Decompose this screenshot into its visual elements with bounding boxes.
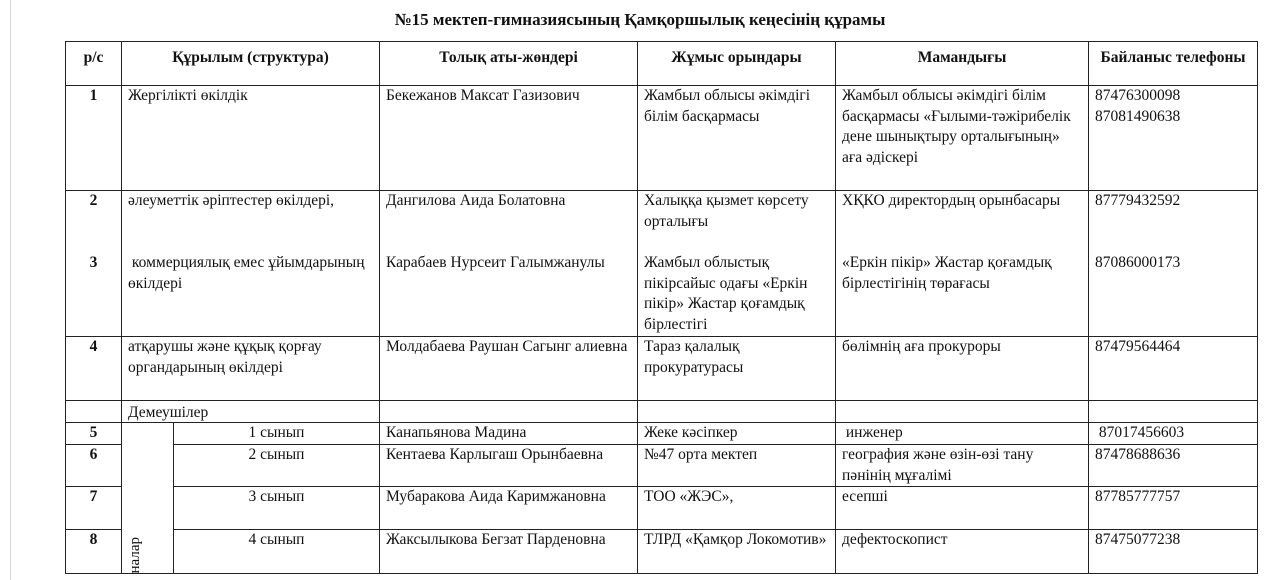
row-workplace: Жамбыл облысы әкімдігі білім басқармасы	[638, 86, 836, 191]
row-specialty: инженер	[836, 423, 1089, 445]
header-row	[66, 42, 1258, 86]
row-name: Жаксылыкова Бегзат Парденовна	[380, 530, 638, 574]
row-num: 5	[66, 423, 122, 445]
row-specialty-group	[836, 191, 1089, 337]
row-name: Дангилова Аида Болатовна	[386, 192, 566, 209]
row-phone-group	[1089, 191, 1258, 337]
header-phone: Байланыс телефоны	[1089, 42, 1258, 86]
row-class: 1 сынып	[174, 423, 380, 445]
header-name: Толық аты-жөндері	[380, 42, 638, 86]
row-name: Бекежанов Максат Газизович	[380, 86, 638, 191]
table-row	[66, 423, 1258, 445]
row-specialty: дефектоскопист	[836, 530, 1089, 574]
row-phone: 87785777757	[1089, 487, 1258, 530]
page-edge-line	[10, 0, 11, 580]
row-phone: 87478688636	[1089, 445, 1258, 487]
row-num: 6	[66, 445, 122, 487]
row-specialty: ХҚКО директордың орынбасары	[842, 192, 1061, 209]
row-structure: әлеуметтік әріптестер өкілдері,	[128, 192, 335, 209]
row-workplace: Халыққа қызмет көрсету орталығы	[644, 192, 809, 230]
row-num: 8	[66, 530, 122, 574]
row-phone: 87086000173	[1095, 254, 1181, 271]
row-name: Мубаракова Аида Каримжановна	[380, 487, 638, 530]
row-workplace: ТОО «ЖЭС»,	[638, 487, 836, 530]
sponsors-label: Демеушілер	[122, 401, 380, 423]
row-phone: 87017456603	[1089, 423, 1258, 445]
row-name-group	[380, 191, 638, 337]
row-num-group	[66, 191, 122, 337]
row-workplace: Жамбыл облыстық пікірсайыс одағы «Еркін пікір» Жастар қоғамдық бірлестігі	[644, 254, 808, 333]
row-phone: 87475077238	[1089, 530, 1258, 574]
sponsors-vertical-label: налар	[127, 536, 143, 573]
row-class: 3 сынып	[174, 487, 380, 530]
table-row	[66, 530, 1258, 574]
row-num: 4	[66, 337, 122, 401]
table-row	[66, 487, 1258, 530]
table-row	[66, 191, 1258, 337]
row-phone: 87479564464	[1089, 337, 1258, 401]
row-workplace: Тараз қалалық прокуратурасы	[638, 337, 836, 401]
table-row	[66, 445, 1258, 487]
row-class: 2 сынып	[174, 445, 380, 487]
row-class: 4 сынып	[174, 530, 380, 574]
row-num: 2	[89, 192, 98, 209]
row-structure: Жергілікті өкілдік	[122, 86, 380, 191]
table-row	[66, 337, 1258, 401]
header-workplace: Жұмыс орындары	[638, 42, 836, 86]
row-structure: коммерциялық емес ұйымдарының өкілдері	[128, 254, 369, 292]
sponsors-vertical-cell	[122, 423, 174, 574]
header-specialty: Мамандығы	[836, 42, 1089, 86]
phone-1: 87476300098	[1095, 87, 1181, 104]
header-num: р/с	[66, 42, 122, 86]
row-num: 3	[89, 253, 98, 271]
row-name: Кентаева Карлыгаш Орынбаевна	[380, 445, 638, 487]
row-name: Молдабаева Раушан Сагынг алиевна	[380, 337, 638, 401]
phone-2: 87081490638	[1095, 107, 1181, 125]
row-specialty: есепші	[836, 487, 1089, 530]
row-name: Канапьянова Мадина	[380, 423, 638, 445]
row-num: 7	[66, 487, 122, 530]
row-phone	[1089, 86, 1258, 191]
council-table	[65, 41, 1258, 574]
row-num: 1	[66, 86, 122, 191]
row-workplace: ТЛРД «Қамқор Локомотив»	[638, 530, 836, 574]
row-workplace-group	[638, 191, 836, 337]
table-row	[66, 86, 1258, 191]
row-structure-group	[122, 191, 380, 337]
row-specialty: бөлімнің аға прокуроры	[836, 337, 1089, 401]
row-structure: атқарушы және құқық қорғау органдарының өкілдері	[122, 337, 380, 401]
row-phone: 87779432592	[1095, 192, 1181, 209]
sponsors-header-row	[66, 401, 1258, 423]
document-title: №15 мектеп-гимназиясының Қамқоршылық кеңесінің құрамы	[394, 10, 886, 29]
header-structure: Құрылым (структура)	[122, 42, 380, 86]
row-workplace: Жеке кәсіпкер	[638, 423, 836, 445]
row-workplace: №47 орта мектеп	[638, 445, 836, 487]
row-name: Карабаев Нурсеит Галымжанулы	[386, 254, 605, 271]
row-specialty: «Еркін пікір» Жастар қоғамдық бірлестігінің төрағасы	[842, 254, 1052, 292]
row-specialty: география және өзін-өзі тану пәнінің мұғалімі	[836, 445, 1089, 487]
row-specialty: Жамбыл облысы әкімдігі білім басқармасы «Ғылыми-тәжірибелік дене шынықтыру орталығының» аға әдіскері	[836, 86, 1089, 191]
